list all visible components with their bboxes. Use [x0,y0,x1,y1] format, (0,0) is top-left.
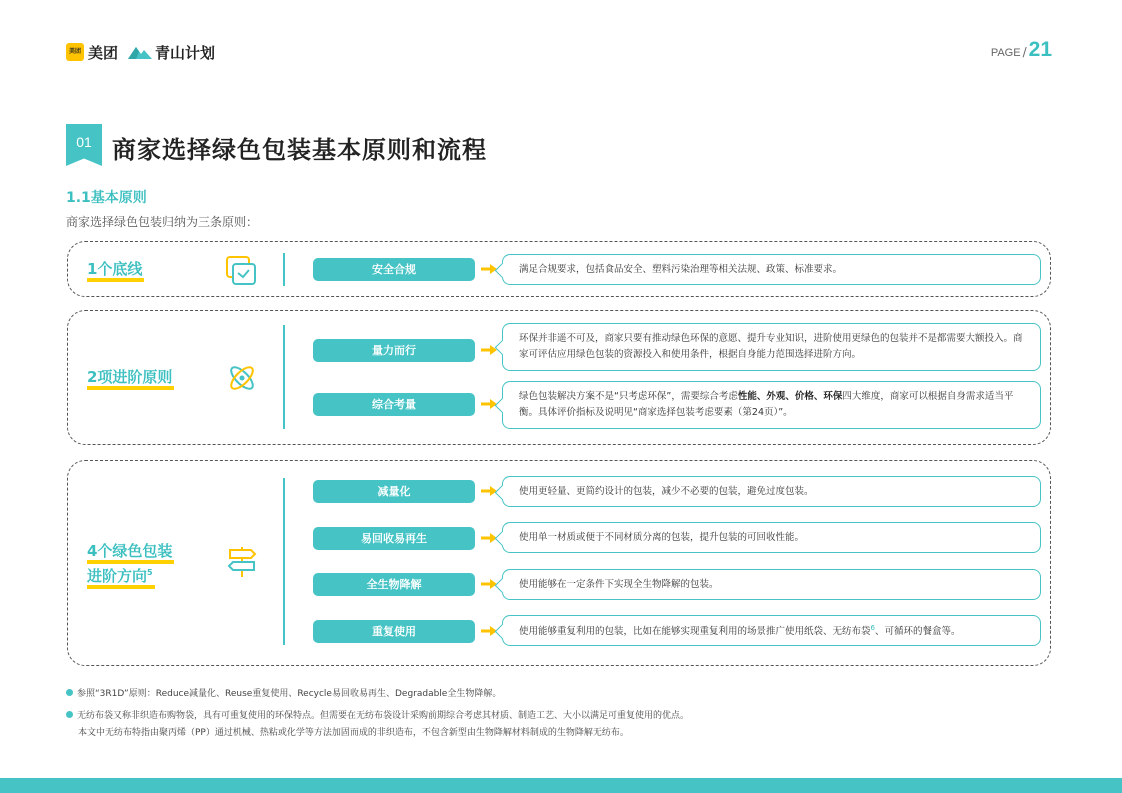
intro-text: 商家选择绿色包装归纳为三条原则： [66,215,259,229]
pill-reuse: 重复使用 [313,620,475,643]
page-label: PAGE [990,47,1021,59]
brand-logo [66,42,215,62]
footnote-6-continued: 本文中无纺布特指由聚丙烯（PP）通过机械、热粘或化学等方法加固而成的非织造布，不包含新型由生物降解材料制成的生物降解无纺布。 [78,728,629,738]
mountain-logo-icon [128,44,152,60]
bottom-accent-bar [0,778,1122,793]
desc-comprehensive: 绿色包装解决方案不是“只考虑环保”，需要综合考虑性能、外观、价格、环保四大维度，商家可以根据自身需求适当平衡。具体评价指标及说明见“商家选择包装考虑要素（第24页）”。 [502,381,1041,429]
signpost-icon [225,545,259,579]
divider-line [283,253,285,286]
footnote-5: 参照“3R1D”原则：Reduce减量化、Reuse重复使用、Recycle易回收易再生、Degradable全生物降解。 [66,686,501,699]
page-title: 商家选择绿色包装基本原则和流程 [112,136,487,164]
meituan-badge-icon: 美团 [66,43,84,61]
pill-comprehensive: 综合考量 [313,393,475,416]
group-label-advanced: 2项进阶原则 [87,366,174,390]
desc-reduce: 使用更轻量、更简约设计的包装，减少不必要的包装，避免过度包装。 [502,476,1041,507]
desc-reuse: 使用能够重复利用的包装，比如在能够实现重复利用的场景推广使用纸袋、无纺布袋$^6$、可循环的餐盒等。 [502,615,1041,646]
divider-line [283,478,285,645]
group-label-directions: 4个绿色包装 进阶方向$^5$ [87,540,174,589]
page-separator: / [1022,45,1027,59]
group-label-baseline: 1个底线 [87,258,144,282]
section-number: 01 [76,134,92,150]
checklist-icon [224,254,258,288]
page-number: 21 [1028,38,1052,61]
desc-biodegradable: 使用能够在一定条件下实现全生物降解的包装。 [502,569,1041,600]
page-indicator [991,38,1052,62]
footnote-6: 无纺布袋又称非织造布购物袋，具有可重复使用的环保特点。但需要在无纺布袋设计采购前期综合考虑其材质、制造工艺、大小以满足可重复使用的优点。 [66,708,689,721]
subsection-heading: 1.1基本原则 [66,190,147,206]
brand-qingshan: 青山计划 [155,43,216,62]
footnote-marker-icon [66,689,73,696]
pill-safety-compliance: 安全合规 [313,258,475,281]
desc-within-means: 环保并非遥不可及，商家只要有推动绿色环保的意愿、提升专业知识，进阶使用更绿色的包装并不是都需要大额投入。商家可评估应用绿色包装的资源投入和使用条件，根据自身能力范围选择进阶方向。 [502,323,1041,371]
divider-line [283,325,285,429]
desc-safety-compliance: 满足合规要求，包括食品安全、塑料污染治理等相关法规、政策、标准要求。 [502,254,1041,285]
desc-recycle: 使用单一材质或便于不同材质分离的包装，提升包装的可回收性能。 [502,522,1041,553]
pill-recycle: 易回收易再生 [313,527,475,550]
footnote-marker-icon [66,711,73,718]
pill-reduce: 减量化 [313,480,475,503]
atom-icon [225,361,259,395]
brand-meituan: 美团 [88,43,119,62]
pill-biodegradable: 全生物降解 [313,573,475,596]
pill-within-means: 量力而行 [313,339,475,362]
